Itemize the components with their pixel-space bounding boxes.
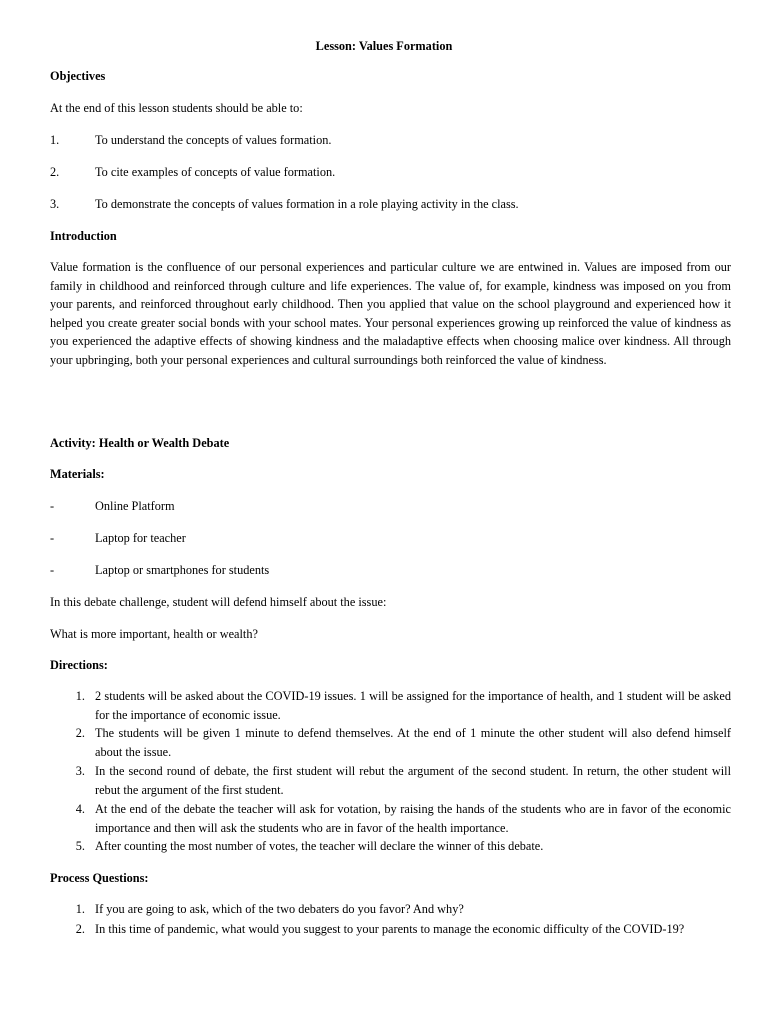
objective-number: 2. <box>50 165 60 179</box>
material-text: Laptop for teacher <box>95 531 186 545</box>
objective-text: To demonstrate the concepts of values formation in a role playing activity in the class. <box>95 197 519 211</box>
direction-number: 5. <box>75 839 85 853</box>
process-question-text: In this time of pandemic, what would you suggest to your parents to manage the economic difficulty of the COVID-19? <box>95 922 685 936</box>
material-text: Online Platform <box>95 499 175 513</box>
objective-text: To understand the concepts of values formation. <box>95 133 332 147</box>
objective-text: To cite examples of concepts of value formation. <box>95 165 336 179</box>
direction-number: 2. <box>75 726 85 740</box>
direction-text: The students will be given 1 minute to defend themselves. At the end of 1 minute the other student will also defend himself about the issue. <box>95 726 731 759</box>
direction-text: 2 students will be asked about the COVID-19 issues. 1 will be assigned for the importance of health, and 1 student will be asked for the importance of economic issue. <box>95 689 731 722</box>
material-bullet: - <box>50 499 55 513</box>
introduction-heading: Introduction <box>50 229 117 243</box>
objective-number: 1. <box>50 133 60 147</box>
direction-number: 1. <box>75 689 85 703</box>
activity-heading: Activity: Health or Wealth Debate <box>50 436 230 450</box>
direction-text: After counting the most number of votes, the teacher will declare the winner of this debate. <box>95 839 544 853</box>
material-bullet: - <box>50 563 55 577</box>
process-question-number: 2. <box>75 922 85 936</box>
debate-challenge-text: In this debate challenge, student will defend himself about the issue: <box>50 595 387 609</box>
material-text: Laptop or smartphones for students <box>95 563 270 577</box>
direction-text: In the second round of debate, the first student will rebut the argument of the second student. In return, the other student will rebut the argument of the first student. <box>95 764 731 797</box>
debate-question: What is more important, health or wealth? <box>50 627 258 641</box>
directions-heading: Directions: <box>50 658 108 672</box>
objective-number: 3. <box>50 197 60 211</box>
materials-heading: Materials: <box>50 467 105 481</box>
introduction-paragraph: Value formation is the confluence of our personal experiences and particular culture we are entwined in. Values are imposed from our family in childhood and reinforced through culture and life experiences. The value of, for example, kindness was imposed on you from your parents, and reinforced throughout early childhood. Then you applied that value on the school playground and experienced how it helped you create greater social bonds with your school mates. Your personal experiences growing up reinforced the value of kindness as you experienced the adaptive effects of showing kindness and the maladaptive effects when choosing malice over kindness. All through your upbringing, both your personal experiences and cultural surroundings both reinforced the value of kindness. <box>50 260 731 367</box>
process-questions-heading: Process Questions: <box>50 871 149 885</box>
objectives-intro: At the end of this lesson students should be able to: <box>50 101 303 115</box>
direction-number: 4. <box>75 802 85 816</box>
process-question-number: 1. <box>75 902 85 916</box>
direction-number: 3. <box>75 764 85 778</box>
lesson-title: Lesson: Values Formation <box>315 39 453 53</box>
process-question-text: If you are going to ask, which of the two debaters do you favor? And why? <box>95 902 464 916</box>
material-bullet: - <box>50 531 55 545</box>
objectives-heading: Objectives <box>50 69 106 83</box>
direction-text: At the end of the debate the teacher will ask for votation, by raising the hands of the students who are in favor of the economic importance and then will ask the students who are in favor of the health importance. <box>95 802 731 835</box>
